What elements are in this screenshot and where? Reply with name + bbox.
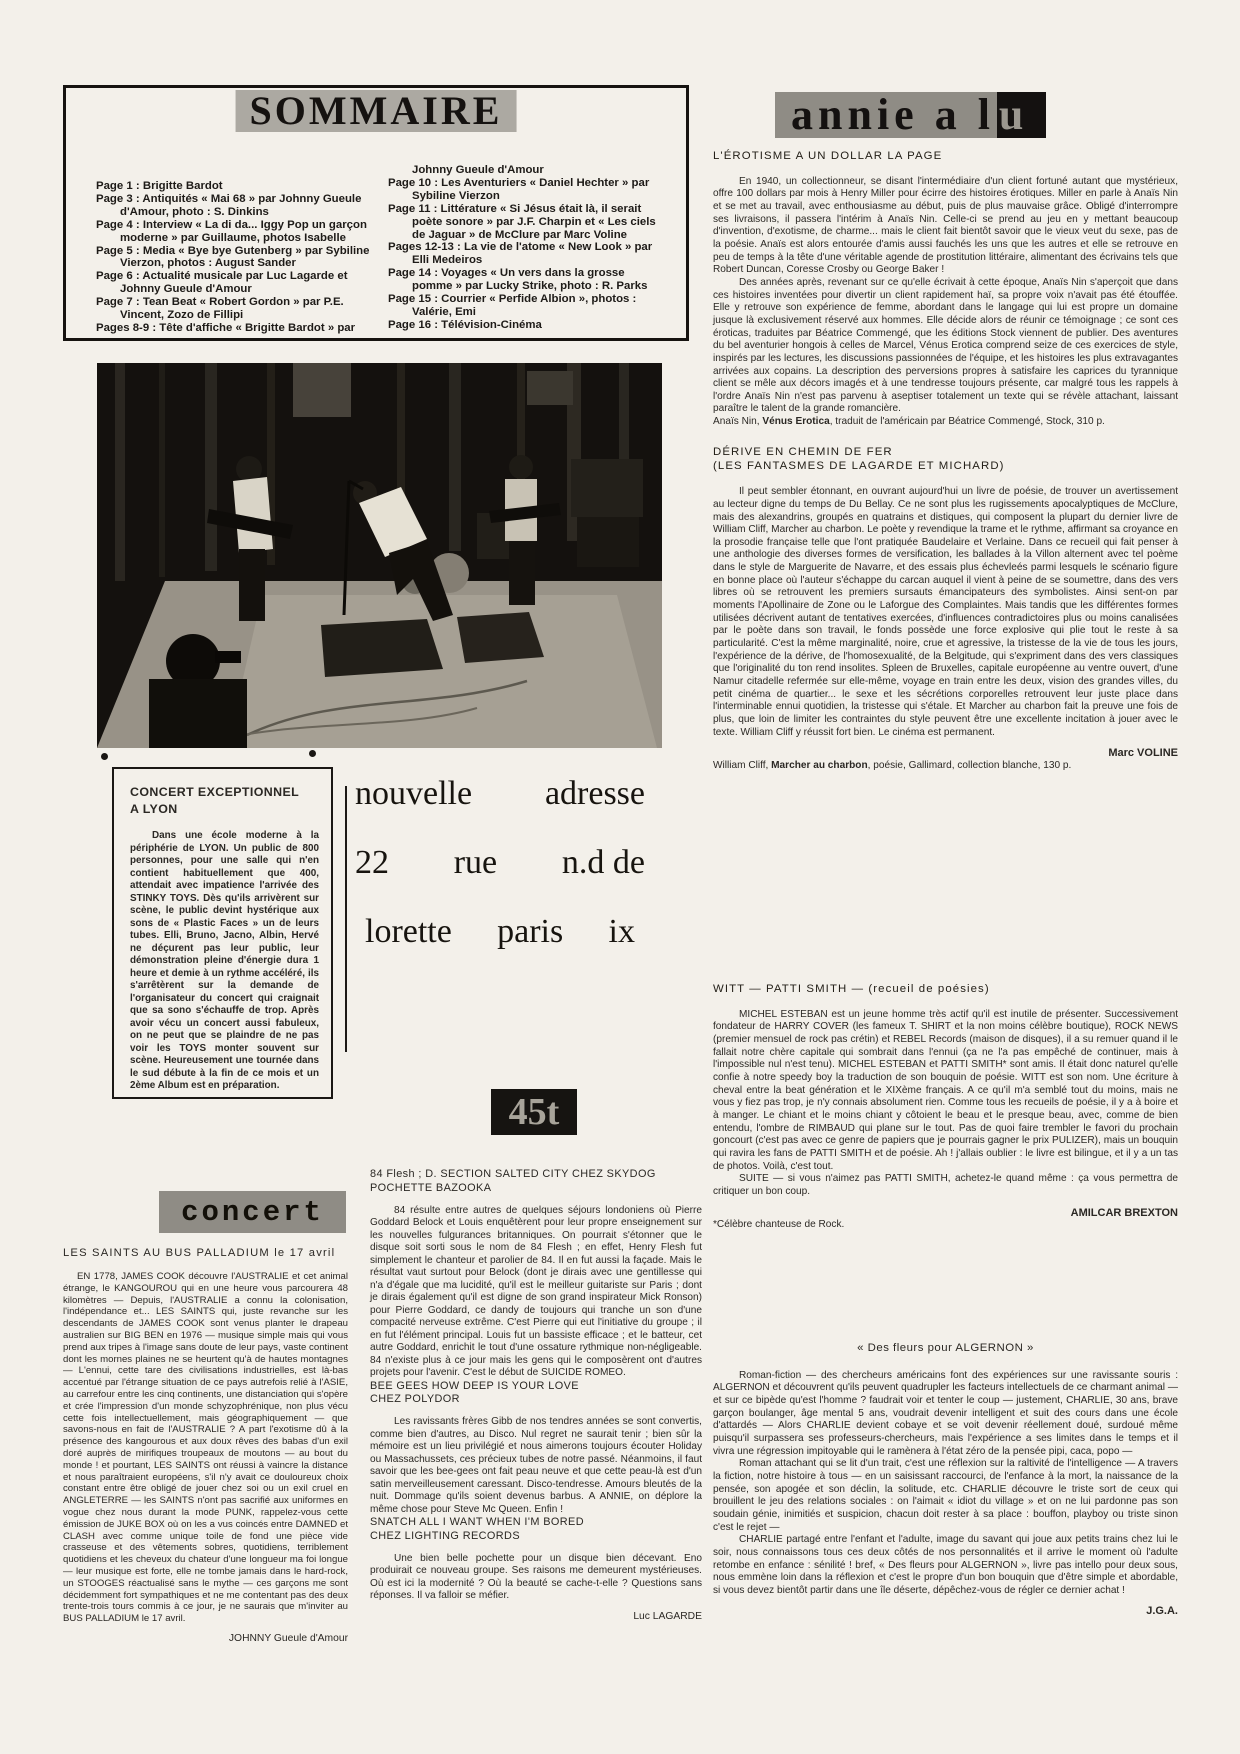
address-line: lorette paris ix <box>365 913 635 950</box>
collage-dot <box>309 750 316 757</box>
erotisme-title: L'ÉROTISME A UN DOLLAR LA PAGE <box>713 150 943 162</box>
collage-dot <box>101 753 108 760</box>
signature: Luc LAGARDE <box>633 1610 702 1622</box>
toc-item: Page 11 : Littérature « Si Jésus était là, il serait poète sonore » par J.F. Charpin et « Les ciels de Jaguar » de McClure par Marc Voline <box>388 202 656 241</box>
sommaire-box <box>63 85 689 341</box>
toc-item: Pages 12-13 : La vie de l'atome « New Look » par Elli Medeiros <box>388 241 653 267</box>
algernon-para: Roman-fiction — des chercheurs américains font des expériences sur une ravissante souris : ALGERNON et découvrent qu'ils peuvent quadrupler les facteurs intellectuels de ce charmant animal — et sur ce bipède qu'est l'homme ? faudrait voir et tenter le coup — justement, CHARLIE, 30 ans, brave garçon boulanger, âge mental 5 ans, voudrait devenir intelligent et suit des cours dans une école d'attardés — Alors CHARLIE devient cobaye et se voit devenir réellement doué, surdoué même puisqu'il surpassera ses professeurs-chercheurs, mais l'expérience a ses limites dans le temps et il vivra une régression impitoyable qui le ramènera à l'état zéro de la pensée pipi, caca, popo — <box>713 1369 1178 1457</box>
article-algernon <box>713 1342 1178 1618</box>
record-snatch-body: Une bien belle pochette pour un disque bien décevant. Eno produirait ce nouveau groupe. Ses raisons me demeurent mystérieuses. Où est ici la modernité ? Où la beauté se cache-t-elle ? Questions sans réponses. Il va falloir se méfier. <box>370 1552 702 1602</box>
toc-item: Page 4 : Interview « La di da... Iggy Pop un garçon moderne » par Guillaume, photos Isabelle <box>96 218 367 244</box>
article-erotisme <box>713 150 1178 773</box>
record-beegees-title: BEE GEES HOW DEEP IS YOUR LOVE CHEZ POLYDOR <box>370 1379 579 1406</box>
toc-item: Page 16 : Télévision-Cinéma <box>388 318 542 331</box>
concert-lyon-title: CONCERT EXCEPTIONNEL A LYON <box>130 785 300 816</box>
derive-subtitle: (LES FANTASMES DE LAGARDE ET MICHARD) <box>713 459 1005 472</box>
toc-item: Page 7 : Tean Beat « Robert Gordon » par P.E. Vincent, Zozo de Fillipi <box>96 296 344 322</box>
record-84flesh-title: 84 Flesh ; D. SECTION SALTED CITY CHEZ SKYDOG POCHETTE BAZOOKA <box>370 1168 656 1194</box>
les-saints-title: LES SAINTS AU BUS PALLADIUM le 17 avril <box>63 1247 336 1259</box>
signature: AMILCAR BREXTON <box>1070 1206 1178 1219</box>
article-witt-patti-smith <box>713 983 1178 1232</box>
toc-item: Johnny Gueule d'Amour <box>412 164 544 176</box>
signature: J.G.A. <box>1146 1605 1178 1618</box>
witt-footnote: *Célèbre chanteuse de Rock. <box>713 1219 845 1231</box>
address-block <box>355 775 645 982</box>
witt-para: MICHEL ESTEBAN est un jeune homme très actif qu'il est inutile de présenter. Successivement fondateur de HARRY COVER (les fameux T. SHIRT et la non moins célèbre boutique), ROCK NEWS (premier mensuel de rock pas crétin) et REBEL Records (maison de disques), il a su remuer quand il le fallait notre chère capitale qui sombrait dans l'ennui (ça ne l'a pas empêché de continuer, mais à l'impossible nul n'est tenu). MICHEL ESTEBAN et PATTI SMITH* sont amis. Il était donc naturel qu'elle confie à notre speedy boy la traduction de son bouquin de poésie. WITT est son nom. Une écriture à cheval entre la beat génération et le XIXème français. A ce qu'il m'a semblé tout du moins, mais ne vous y fiez pas trop, je n'y connais absolument rien. Comme tous les recueils de poésie, il y a à boire et à manger. Le chiant et le moins chiant y côtoient le beau et le presque beau, avec, comme de bien entendu, l'ombre de RIMBAUD qui plane sur le tout. Pas de quoi faire trembler le favori du prochain goncourt (c'est pas avec ce genre de papiers que je pourrais gagner le prix PULIZER), mais un bouquin qui ravira les fans de PATTI SMITH et de poésie. Ah ! j'allais oublier : le livre est bilingue, et il y a un tas de photos. Voilà, c'est tout. <box>713 1008 1178 1172</box>
toc-item: Page 14 : Voyages « Un vers dans la grosse pomme » par Lucky Strike, photo : R. Parks <box>388 267 648 293</box>
address-line: 22 rue n.d de <box>355 844 645 881</box>
signature: Marc VOLINE <box>1108 747 1178 760</box>
toc-item: Pages 8-9 : Tête d'affiche « Brigitte Bardot » par <box>96 321 356 334</box>
toc-column-left <box>96 164 372 335</box>
vertical-rule <box>345 786 347 1052</box>
concert-photo <box>97 363 662 748</box>
signature: JOHNNY Gueule d'Amour <box>228 1632 348 1644</box>
erotisme-citation: Anaïs Nin, Vénus Erotica, traduit de l'américain par Béatrice Commengé, Stock, 310 p. <box>713 416 1105 428</box>
toc-item: Page 5 : Media « Bye bye Gutenberg » par Sybiline Vierzon, photos : August Sander <box>96 244 370 270</box>
address-line: nouvelle adresse <box>355 775 645 812</box>
algernon-para: CHARLIE partagé entre l'enfant et l'adulte, image du savant qui joue aux petits trains chez lui le soir, nous connaissons tous ces deux côtés de nos personnalités et il arrive le moment où l'adulte retombe en enfance : sénilité ! bref, « Des fleurs pour ALGERNON », livre pas intello pour deux sous, nous emmène loin dans la réflexion et c'est le propre d'un bon bouquin que d'être simple et abordable, si vous devez bientôt partir dans une île déserte, dépêchez-vous de régler ce dernier achat ! <box>713 1534 1178 1596</box>
concert-lyon-box <box>112 767 333 1099</box>
toc-item: Page 10 : Les Aventuriers « Daniel Hechter » par Sybiline Vierzon <box>388 176 650 202</box>
erotisme-para: En 1940, un collectionneur, se disant l'intermédiaire d'un client fortuné autant que mystérieux, offre 100 dollars par mois à Henry Miller pour écirre des histoires érotiques. Miller en parle à Anaïs Nin et se met au travail, avec enthousiasme au début, puis de plus mauvaise grâce. Obligé d'interrompre ses livraisons, il passera l'intérim à Anaïs Nin. Celle-ci se prend au jeu en y mettant beaucoup d'invention, d'exotisme, de charme... mais le client fait bientôt savoir que le vieux veut du sexe, pas de la poésie. Anaïs est alors entourée d'amis aussi fauchés les uns que les autres et elle se retrouve en peu de temps à la tête d'une véritable agende de prostitution littéraire, alimentant des écrivains tels que Robert Duncan, Coresse Crosby ou George Baker ! <box>713 175 1178 276</box>
witt-title: WITT — PATTI SMITH — (recueil de poésies) <box>713 983 990 995</box>
record-beegees-body: Les ravissants frères Gibb de nos tendres années se sont convertis, comme bien d'autres, au Disco. Nul regret ne saurait tenir ; bien sûr la mémoire est un lieu privilégié et nous aimerons toujours écouter Holiday ou Massachussets, ces précieux tubes de notre passé. Néanmoins, il faut savoir que les bee-gees ont fait peau neuve et que cette peau-là est d'un satin merveilleusement caressant. Disco-tendresse. Amours bleutés de la nuit. Dommage qu'ils soient devenus barbus. A ANNIE, on déplore la même chose pour Steve Mc Queen. Enfin ! <box>370 1416 702 1515</box>
derive-citation: William Cliff, Marcher au charbon, poésie, Gallimard, collection blanche, 130 p. <box>713 759 1072 771</box>
toc-item: Page 15 : Courrier « Perfide Albion », photos : Valérie, Emi <box>388 293 637 318</box>
toc-item: Page 3 : Antiquités « Mai 68 » par Johnny Gueule d'Amour, photo : S. Dinkins <box>96 192 362 218</box>
witt-para: SUITE — si vous n'aimez pas PATTI SMITH, achetez-le quand même : ça vous permettra de critiquer un bon coup. <box>713 1173 1178 1197</box>
toc-item: Page 1 : Brigitte Bardot <box>96 180 223 192</box>
erotisme-para: Des années après, revenant sur ce qu'elle écrivait à cette époque, Anaïs Nin s'aperçoit que dans ces histoires inventées pour divertir un client rapidement haï, sa propre voix n'avait pas été étouffée. Elle y retrouve son expérience de femme, abordant dans le langage qui lui est propre un domaine jusque là exclusivement réservé aux hommes. Elle décide alors de réunir ce témoignage ; ce sont ces éroticas, traduites par Béatrice Commengé, que les éditions Stock viennent de publier. Des aventures du bel aventurier hongois à celles de Marcel, Vénus Erotica comprend seize de ces exercices de style, inspirés par les lectures, les discussions passionnées de l'équipe, et les histoires les plus extravagantes arrivées aux copains. La description des perversions propres à satisfaire les caprices du tyrannique client se mêle aux décors imagés et à une tendresse toujours présente, car malgré tous les rappels à l'ordre Anaïs Nin n'est pas parvenu à aseptiser totalement un texte qui se révèle attachant, laissant paraître le talent de la grande romancière. <box>713 276 1178 415</box>
records-column <box>370 1168 702 1622</box>
concert-lyon-body: Dans une école moderne à la périphérie de LYON. Un public de 800 personnes, pour une salle qui n'en contient habituellement que 400, attendait avec impatience l'arrivée des STINKY TOYS. Dès qu'ils arrivèrent sur scène, le public devint hystérique aux sons de « Plastic Faces » un de leurs tubes. Elli, Bruno, Jacno, Albin, Hervé ne déçurent pas leur public, leur démonstration pleine d'énergie dura 1 heure et demie à un rythme accéléré, ils s'arrêtèrent sur la demande de l'organisateur du concert qui craignait que sa sono s'échauffe de trop. Après avoir vécu un concert aussi fabuleux, on ne peut que se plaindre de ne pas voir les TOYS monter souvent sur scène. Heureusement une tournée dans le sud débute à la fin de ce mois et un 2ème Album est en préparation. <box>130 830 319 1091</box>
article-les-saints <box>63 1247 348 1644</box>
annie-header-part1: annie a l <box>775 92 997 138</box>
derive-para: Il peut sembler étonnant, en ouvrant aujourd'hui un livre de poésie, de trouver un avertissement au lecteur digne du temps de Du Bellay. Ce ne sont plus les rugissements apocalyptiques de McClure, mais des alexandrins, groupés en quatrains et distiques, qui composent la plupart du dernier livre de William Cliff, Marcher au charbon. Le poète y revendique la trame et le rythme, affirmant sa croyance en la prosodie française telle que l'ont pratiquée Baudelaire et Verlaine. Dans ce recueil qui fait penser à une anthologie des diverses formes de versification, les ballades à la Villon alternent avec tel poème dans le style de Marguerite de Navarre, et des essais plus échevleés parmi lesquels le scénario figure en bonne place où l'auteur s'échappe du carcan auquel il vient à peine de se soumettre, dans des vers libres où se retrouvent les premiers sursauts émancipateurs des symbolistes. Ainsi sent-on par moments l'Apollinaire de Zone ou le Laforgue des Complaintes. Mais tandis que les différentes formes utilisées décrivent autant de tentatives exercées, d'influences contradictoires plus ou moins canalisées par le poète dans son travail, le fonds possède une force explosive qui plie tout le reste à sa particularité. C'est la même marginalité, noire, crue et agressive, la tristesse de la vie de tous les jours, l'expérience de la dérive, de l'homosexualité, de la Belgitude, qui s'expriment dans des vers classiques que l'originalité du ton rend insolites. Spleen de Bruxelles, capitale européenne au ventre ouvert, d'une Namur citadelle refermée sur elle-même, voyage en train entre les deux, vision des grandes villes, du petit cinéma de quartier... le sexe et les sécrétions corporelles retrouvent leur juste place dans l'interminable ennui quotidien, la tristesse qui s'étale. Et Marcher au charbon fait la preuve une fois de plus, que loin de limiter les contraintes du style peuvent être une excellente incitation à jouer avec le texte. William Cliff y réussit fort bien. Le cinéma est permanent. <box>713 486 1178 738</box>
record-snatch-title: SNATCH ALL I WANT WHEN I'M BORED CHEZ LIGHTING RECORDS <box>370 1516 584 1542</box>
toc-column-right <box>388 164 664 335</box>
toc-item: Page 6 : Actualité musicale par Luc Lagarde et Johnny Gueule d'Amour <box>96 270 348 296</box>
concert-section-header: concert <box>159 1191 346 1233</box>
derive-title: DÉRIVE EN CHEMIN DE FER <box>713 445 893 458</box>
les-saints-body: EN 1778, JAMES COOK découvre l'AUSTRALIE et cet animal étrange, le KANGOUROU qui en une heure vous parcourera 48 kilomètres — Depuis, l'AUSTRALIE a connu la colonisation, l'indépendance et... LES SAINTS qui, juste revanche sur les descendants de JAMES COOK sont venus planter le drapeau australien sur BIG BEN en 1976 — musique simple mais qui vous prend aux tripes à l'image sans doute de leur pays, vaste continent dont les mornes plaines ne se heurtent qu'à de hautes montagnes — L'ennui, cette tare des civilisations industrielles, est là-bas accentué par l'étrange situation de ce pays autrefois relié à l'ASIE, au carrefour entre les cinq continents, une distanciation qui s'opère et crée l'impression d'un monde schyzophrénique, non plus vécu cette fois intellectuellement, mais géographiquement — que savons-nous en fait de l'AUSTRALIE ? A part l'exotisme dû à la présence des kangourous et aux doux rêves des babas d'un exil doré auprès de mirifiques troupeaux de moutons — au bout du monde ! et pourtant, LES SAINTS ont réussi à vaincre la distance et nous paraîtraient européens, s'il n'y avait ce douloureux choix constant entre être obligé de jouer chez soi ou un exil cruel en ANGLETERRE — les SAINTS n'ont pas sacrifié aux uniformes en vogue chez nous durant la mode PUNK, rappelez-vous cette émission de JUKE BOX où on les a vus coincés entre DAMNED et CLASH avec comme unique toile de fond une pièce vide crasseuse et des vêtements sobres, quotidiens, terriblement quotidiens et les cheveux du chateur d'une longueur ma foi longue — leur musique est forte, elle ne tombe jamais dans le hard-rock, un STOOGES réactualisé sans le mythe — ces garçons me sont décidemment fort sympathiques et ne me contentant pas des deux trente-trois tours commis à ce jour, je ne saurais que m'inviter au BUS PALLADIUM le 17 avril. <box>63 1271 348 1625</box>
annie-a-lu-header <box>775 92 1046 138</box>
annie-header-part2: u <box>997 92 1046 138</box>
algernon-title: « Des fleurs pour ALGERNON » <box>857 1342 1034 1354</box>
record-84flesh-body: 84 résulte entre autres de quelques séjours londoniens où Pierre Goddard Belock et Louis enquêtèrent pour leur propre enseignement sur les nouvelles fulgurances britanniques. On pourrait s'étonner que le disque soit sorti sous le nom de 84 Flesh ; en effet, Henry Flesh fut simplement le chanteur et parolier de 84. Il en fut aussi la façade. Mais le résultat vaut surtout pour Belock (dont je dirais avec une gentillesse qui n'a d'égale que ma lucidité, qu'il est le meilleur guitariste sur Paris ; dont je dirais également qu'il est digne de son grand inspirateur Mick Ronson) pour Pierre Goddard, ce dandy de toujours qui tranche un son d'une compacité nerveuse extrême. C'est Pierre qui eut l'initiative du groupe ; il en fut l'élément principal. Louis fut un bassiste efficace ; et le batteur, cet autre Goddard, enrichit le tout d'une ossature rythmique non-négligeable. 84 n'existe plus à ce jour mais les gens qui le composèrent ont d'autres projets pour l'avenir. C'est le début de SUICIDE ROMEO. <box>370 1204 702 1379</box>
sommaire-title: SOMMAIRE <box>236 90 517 132</box>
algernon-para: Roman attachant qui se lit d'un trait, c'est une réflexion sur la raltivité de l'intelligence — A travers la fiction, notre histoire à tous — en un saisissant raccourci, de l'enfance à la mort, la naissance de la pensée, son apogée et son déclin, la solitude, etc. CHARLIE découvre le triste sort de ceux qui brouillent le jeu des relations sociales : on l'aimait « idiot du village » et on ne lui pardonne pas son soudain génie, inimitiés et suspicion, chacun doit rester à sa place : bouffon, playboy ou triste sinon c'est le rejet — <box>713 1458 1178 1533</box>
badge-45t: 45t <box>491 1089 577 1135</box>
